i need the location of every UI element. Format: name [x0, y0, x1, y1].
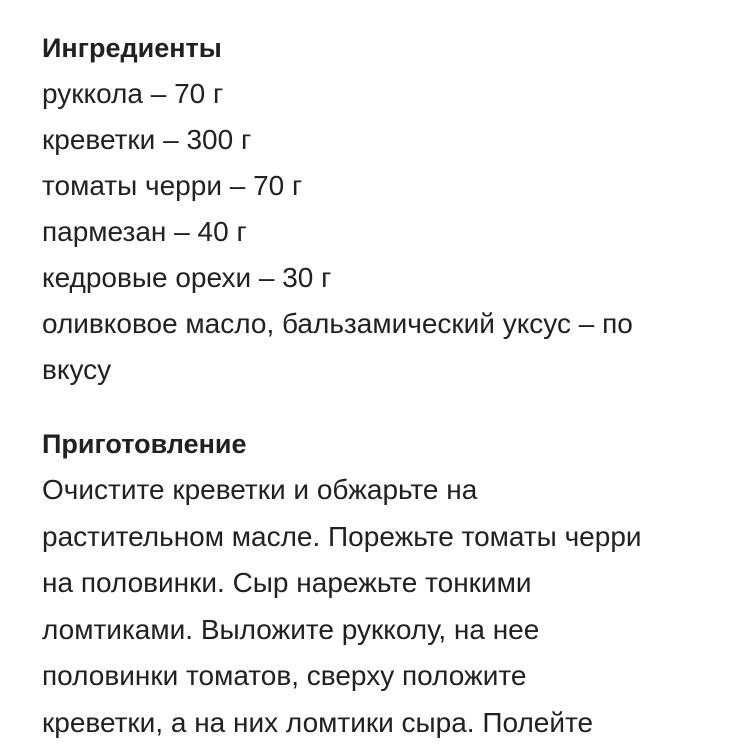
preparation-line: ломтиками. Выложите рукколу, на нее — [42, 613, 540, 645]
ingredient-item: руккола – 70 г — [42, 78, 224, 109]
preparation-line: на половинки. Сыр нарежьте тонкими — [42, 567, 532, 598]
preparation-line: растительном масле. Порежьте томаты черри — [42, 520, 642, 552]
ingredient-item: томаты черри – 70 г — [42, 170, 303, 201]
preparation-section — [42, 421, 750, 746]
ingredients-heading: Ингредиенты — [42, 33, 222, 63]
preparation-line: креветки, а на них ломтики сыра. Полейте — [42, 706, 594, 738]
ingredients-list — [42, 71, 750, 393]
preparation-heading: Приготовление — [42, 429, 247, 459]
preparation-text — [42, 467, 750, 746]
preparation-line: половинки томатов, сверху положите — [42, 660, 527, 691]
ingredient-item-continuation: вкусу — [42, 354, 112, 385]
ingredient-item: оливковое масло, бальзамический уксус – по — [42, 308, 633, 339]
ingredient-item: кедровые орехи – 30 г — [42, 262, 332, 293]
ingredients-section — [42, 0, 750, 393]
preparation-line: Очистите креветки и обжарьте на — [42, 474, 478, 505]
ingredient-item: креветки – 300 г — [42, 124, 252, 155]
ingredient-item: пармезан – 40 г — [42, 216, 247, 247]
